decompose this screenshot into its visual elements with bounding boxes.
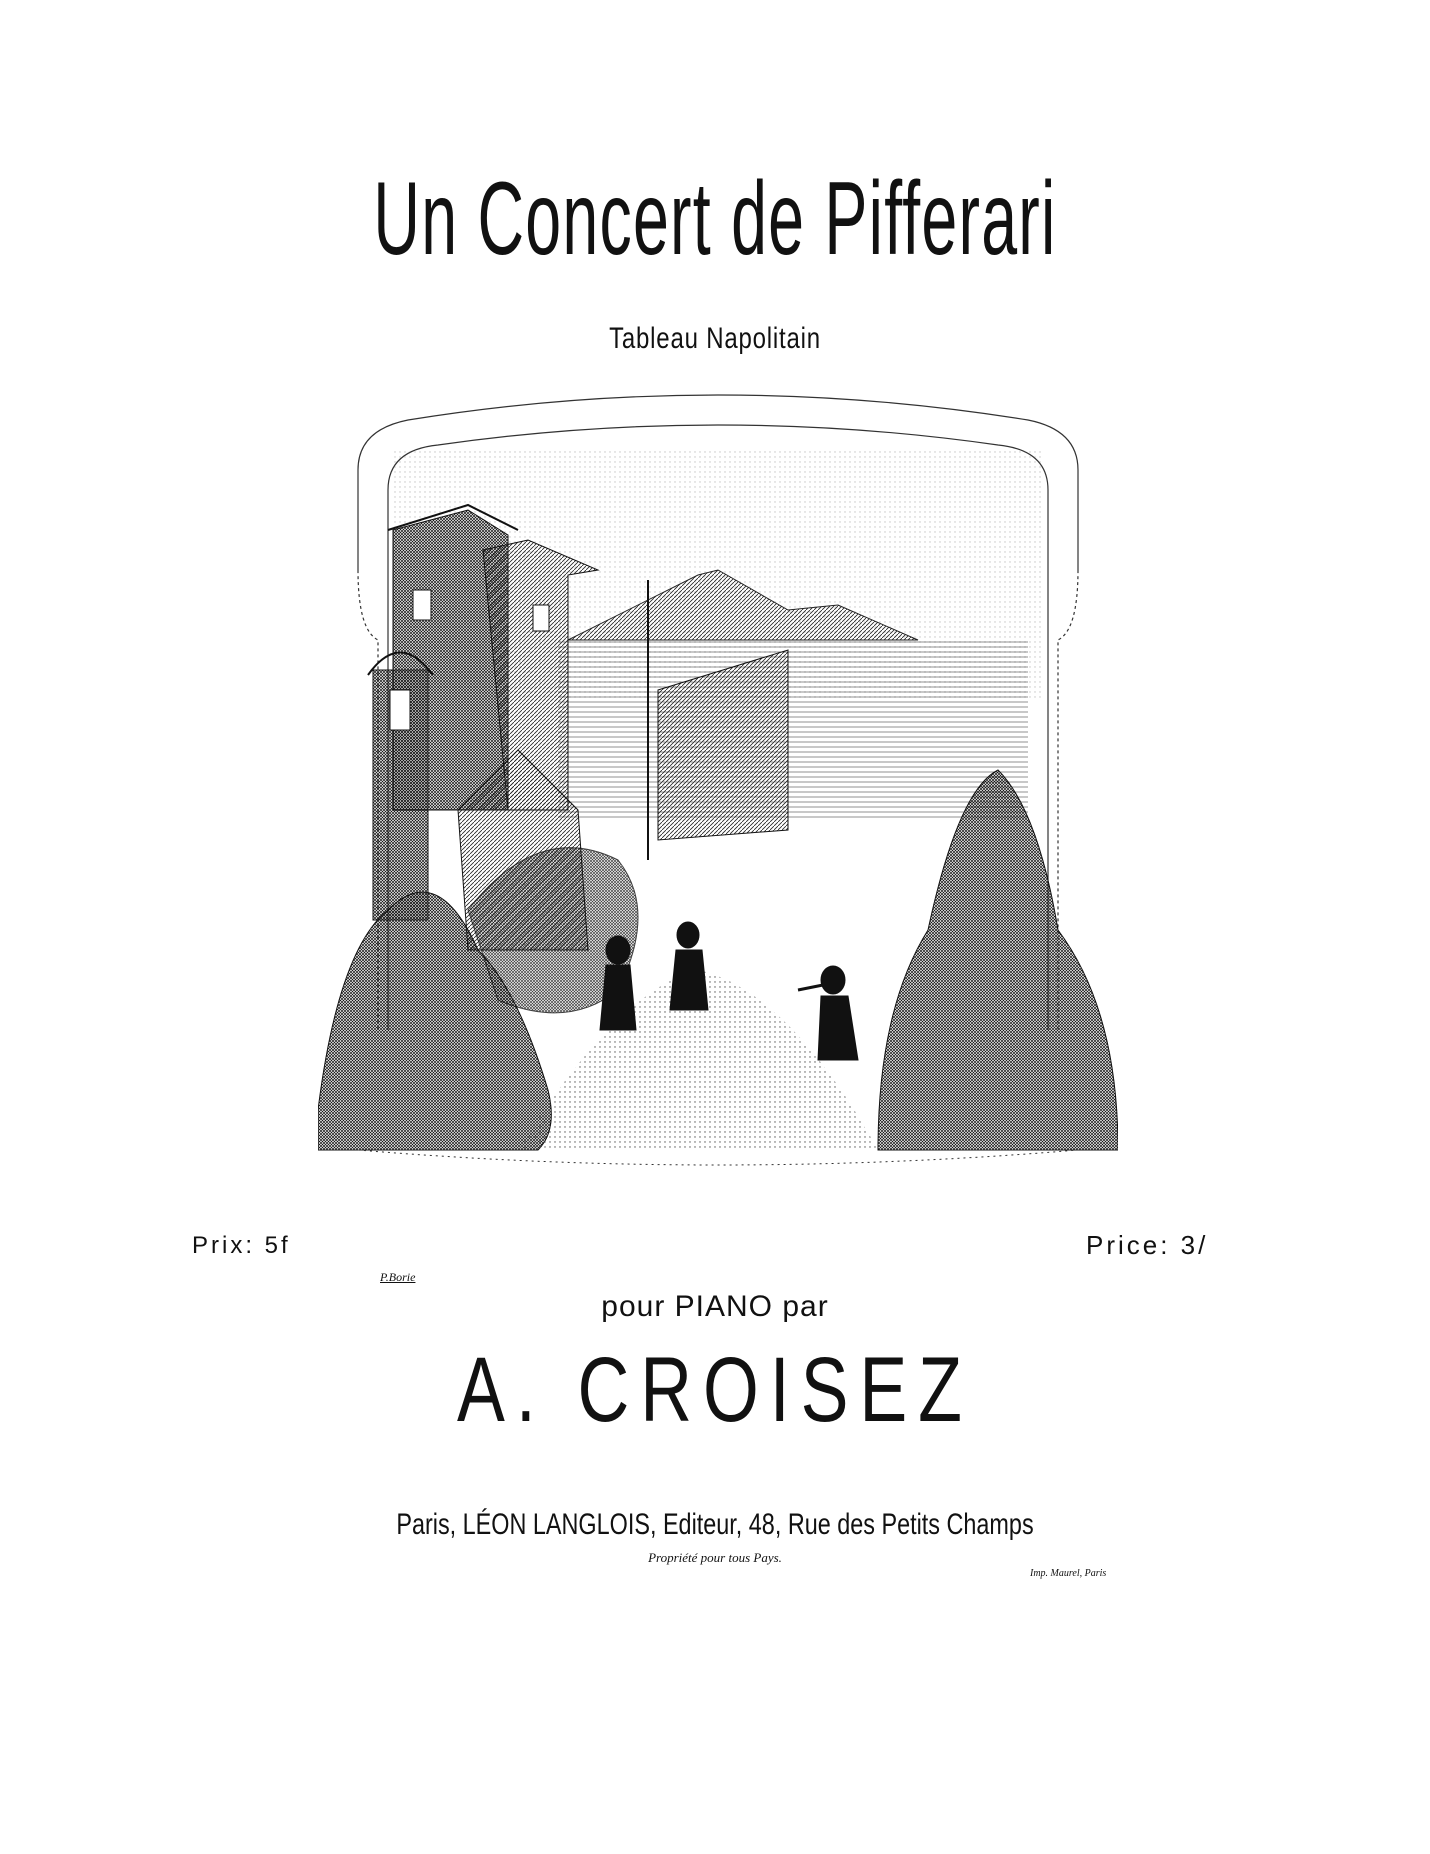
- sheet-music-title: Un Concert de Pifferari: [373, 161, 1057, 277]
- price-francs: Prix: 5f: [192, 1232, 291, 1259]
- sheet-music-subtitle: Tableau Napolitain: [609, 322, 821, 355]
- roadside-shrine: [368, 653, 433, 921]
- price-shillings: Price: 3/: [1086, 1230, 1209, 1260]
- printer-credit: Imp. Maurel, Paris: [1030, 1568, 1107, 1579]
- engraver-signature: P.Borie: [380, 1270, 416, 1284]
- publisher-line: Paris, LÉON LANGLOIS, Editeur, 48, Rue des Petits Champs: [396, 1508, 1034, 1541]
- rights-notice: Propriété pour tous Pays.: [648, 1550, 782, 1565]
- engraved-illustration: [318, 390, 1118, 1290]
- composer-name: A. CROISEZ: [457, 1339, 973, 1441]
- instrument-line: pour PIANO par: [601, 1290, 829, 1323]
